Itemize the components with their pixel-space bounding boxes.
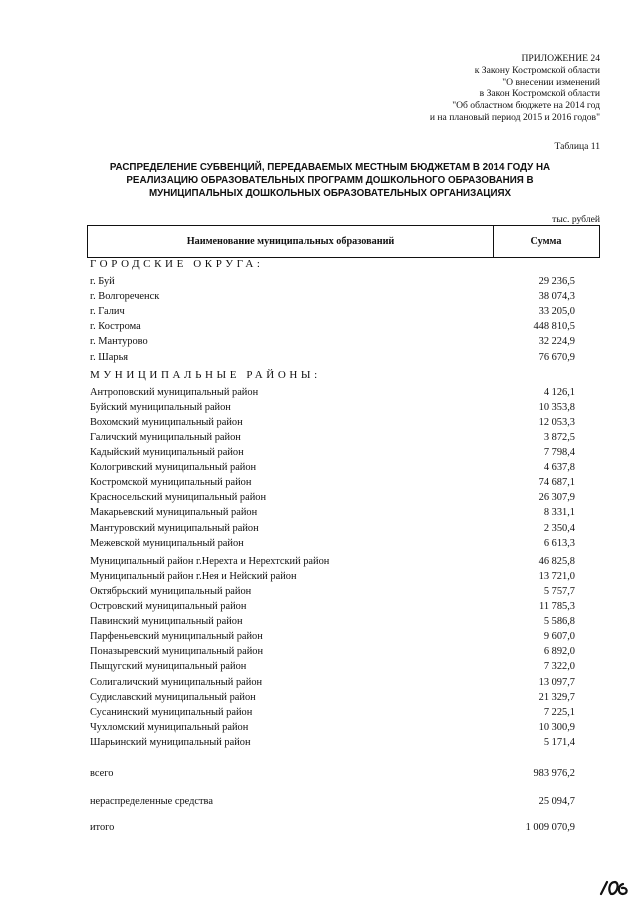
table-row [90, 614, 575, 629]
table-row [90, 720, 575, 735]
municipality-name: г. Волгореченск [90, 291, 160, 303]
municipality-name: г. Кострома [90, 321, 141, 333]
table-row [90, 629, 575, 644]
subsidy-amount: 13 721,0 [538, 570, 575, 582]
section-heading: МУНИЦИПАЛЬНЫЕ РАЙОНЫ: [90, 368, 321, 381]
subsidy-amount: 46 825,8 [538, 555, 575, 567]
table-row [90, 415, 575, 430]
subsidy-amount: 10 353,8 [538, 401, 575, 413]
subsidy-amount: 4 637,8 [543, 462, 575, 474]
subsidy-amount: 13 097,7 [538, 676, 575, 688]
subsidy-amount: 25 094,7 [538, 796, 575, 807]
section-heading: ГОРОДСКИЕ ОКРУГА: [90, 258, 264, 270]
table-row [90, 505, 575, 520]
table-row [90, 304, 575, 319]
table-row [90, 766, 575, 781]
subsidy-amount: 6 892,0 [543, 646, 575, 658]
table-row [90, 820, 575, 835]
table-row [90, 475, 575, 490]
municipality-name: Межевской муниципальный район [90, 537, 244, 549]
municipality-name: Макарьевский муниципальный район [90, 507, 258, 519]
subsidy-amount: 74 687,1 [538, 477, 575, 489]
table-row [90, 490, 575, 505]
subsidy-amount: 7 798,4 [543, 447, 575, 458]
municipality-name: Сусанинский муниципальный район [90, 706, 253, 718]
subsidy-amount: 10 300,9 [538, 721, 575, 733]
subsidy-amount: 7 225,1 [543, 706, 575, 718]
table-row [90, 319, 575, 334]
municipality-name: нераспределенные средства [90, 796, 213, 807]
table-row [90, 334, 575, 349]
municipality-name: Антроповский муниципальный район [90, 386, 259, 398]
subsidy-amount: 9 607,0 [543, 631, 575, 643]
municipality-name: Буйский муниципальный район [90, 401, 231, 413]
subsidy-amount: 76 670,9 [538, 351, 575, 363]
table-row [90, 794, 575, 809]
handwritten-page-number [595, 872, 640, 902]
table-row [90, 644, 575, 659]
municipality-name: Судиславский муниципальный район [90, 691, 256, 703]
appendix-line: "О внесении изменений [502, 76, 600, 88]
subsidy-amount: 8 331,1 [543, 507, 575, 519]
municipality-name: Кадыйский муниципальный район [90, 447, 244, 458]
municipality-name: Парфеньевский муниципальный район [90, 631, 263, 643]
subsidy-amount: 6 613,3 [543, 537, 575, 549]
municipality-name: г. Буй [90, 276, 115, 287]
municipality-name: г. Шарья [90, 351, 129, 363]
municipality-name: Островский муниципальный район [90, 601, 247, 612]
appendix-line: ПРИЛОЖЕНИЕ 24 [521, 53, 600, 64]
municipality-name: Октябрьский муниципальный район [90, 585, 252, 597]
table-row [90, 430, 575, 445]
units-label: тыс. рублей [552, 214, 600, 225]
municipality-name: Муниципальный район г.Нея и Нейский район [90, 570, 297, 582]
table-row [90, 460, 575, 475]
table-row [90, 584, 575, 599]
table-row [90, 350, 575, 365]
municipality-name: Шарьинский муниципальный район [90, 736, 251, 748]
municipality-name: Костромской муниципальный район [90, 477, 252, 489]
table-row [90, 675, 575, 690]
subsidy-amount: 29 236,5 [538, 276, 575, 287]
table-row [90, 659, 575, 674]
table-row [90, 289, 575, 304]
header-sum-column: Сумма [530, 236, 562, 247]
table-row [90, 569, 575, 584]
table-row [90, 521, 575, 536]
municipality-name: г. Галич [90, 306, 125, 318]
appendix-line: "Об областном бюджете на 2014 год [452, 100, 600, 112]
subsidy-amount: 5 586,8 [543, 616, 575, 628]
table-row [90, 690, 575, 705]
table-row [90, 274, 575, 289]
municipality-name: г. Мантурово [90, 336, 148, 348]
subsidy-amount: 5 757,7 [543, 585, 575, 597]
municipality-name: Муниципальный район г.Нерехта и Нерехтский район [90, 555, 330, 567]
subsidy-amount: 11 785,3 [539, 601, 575, 612]
subsidy-amount: 2 350,4 [543, 522, 575, 534]
table-row [90, 536, 575, 551]
table-row [90, 445, 575, 460]
document-title: РАСПРЕДЕЛЕНИЕ СУБВЕНЦИЙ, ПЕРЕДАВАЕМЫХ МЕСТНЫМ БЮДЖЕТАМ В 2014 ГОДУ НА РЕАЛИЗАЦИЮ ОБРАЗОВАТЕЛЬНЫХ ПРОГРАММ ДОШКОЛЬНОГО ОБРАЗОВАНИЯ В МУНИЦИПАЛЬНЫХ ДОШКОЛЬНЫХ ОБРАЗОВАТЕЛЬНЫХ ОРГАНИЗАЦИЯХ [109, 162, 551, 199]
header-name-column: Наименование муниципальных образований [88, 226, 494, 257]
table-row [90, 599, 575, 614]
subsidy-amount: 5 171,4 [543, 736, 575, 748]
table-number: Таблица 11 [554, 141, 600, 152]
subsidy-amount: 12 053,3 [538, 416, 575, 428]
table-row [90, 554, 575, 569]
subsidy-amount: 1 009 070,9 [525, 822, 575, 833]
subsidy-amount: 4 126,1 [543, 386, 575, 398]
subsidy-amount: 448 810,5 [533, 321, 575, 333]
municipality-name: итого [90, 822, 115, 833]
municipality-name: Солигаличский муниципальный район [90, 676, 263, 688]
subsidy-amount: 983 976,2 [533, 768, 575, 779]
subsidy-amount: 7 322,0 [543, 661, 575, 673]
table-row [90, 385, 575, 400]
subsidy-amount: 26 307,9 [538, 492, 575, 504]
municipality-name: Чухломский муниципальный район [90, 721, 249, 733]
municipality-name: Красносельский муниципальный район [90, 492, 267, 504]
municipality-name: Мантуровский муниципальный район [90, 522, 259, 534]
table-row [90, 400, 575, 415]
table-row [90, 705, 575, 720]
municipality-name: Павинский муниципальный район [90, 616, 243, 628]
table-row [90, 735, 575, 750]
subsidy-amount: 21 329,7 [538, 691, 575, 703]
municipality-name: Поназыревский муниципальный район [90, 646, 264, 658]
appendix-line: в Закон Костромской области [479, 88, 600, 100]
appendix-line: к Закону Костромской области [474, 64, 600, 76]
municipality-name: Вохомский муниципальный район [90, 416, 243, 428]
municipality-name: всего [90, 768, 114, 779]
municipality-name: Пыщугский муниципальный район [90, 661, 247, 673]
municipality-name: Кологривский муниципальный район [90, 462, 257, 474]
subsidy-amount: 32 224,9 [538, 336, 575, 348]
appendix-line: и на плановый период 2015 и 2016 годов" [429, 111, 600, 123]
municipality-name: Галичский муниципальный район [90, 431, 241, 443]
subsidy-amount: 3 872,5 [543, 431, 575, 443]
subsidy-amount: 33 205,0 [538, 306, 575, 318]
subsidy-amount: 38 074,3 [538, 291, 575, 303]
